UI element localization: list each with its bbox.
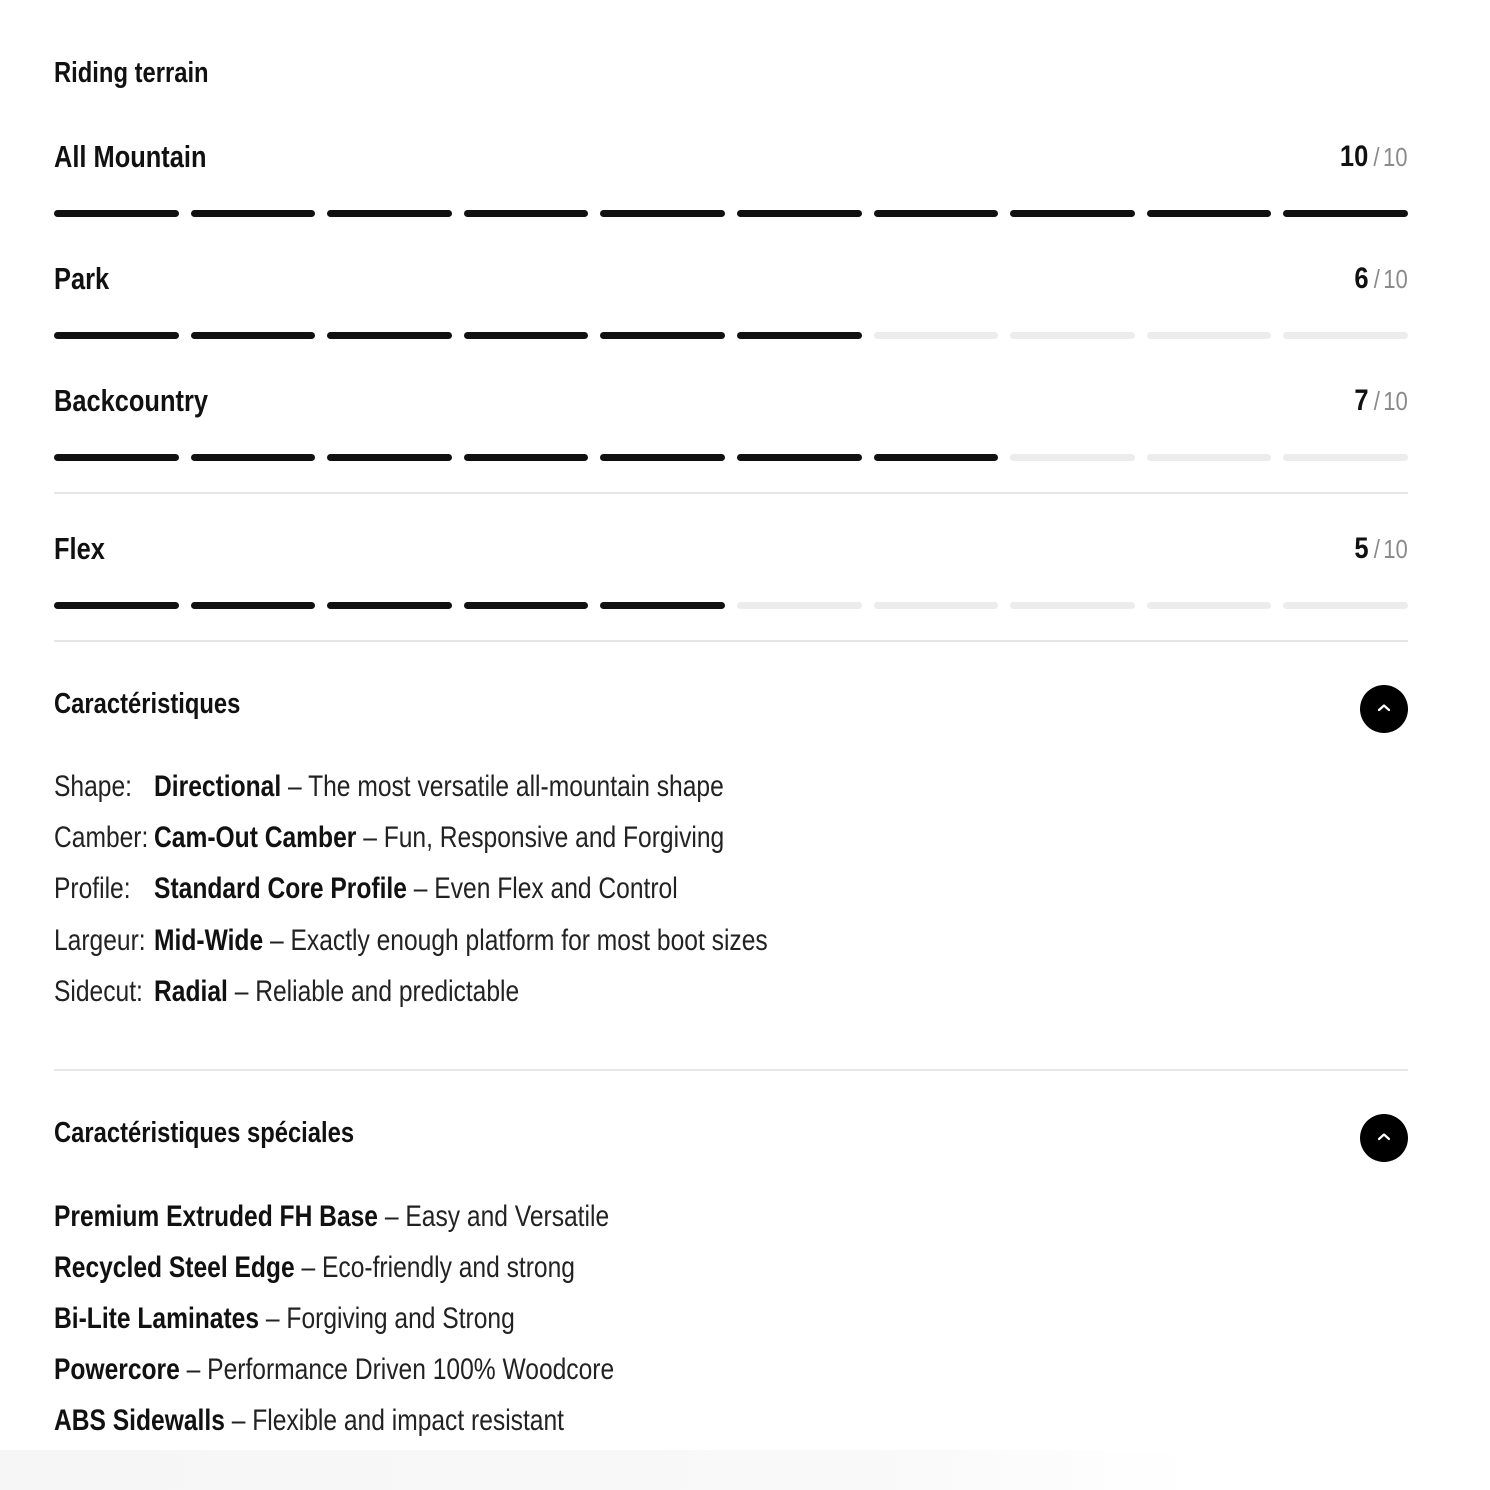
rating-segment-empty — [1147, 454, 1272, 461]
rating-segment-empty — [1283, 454, 1408, 461]
rating-segment-empty — [1010, 602, 1135, 609]
characteristic-description: Exactly enough platform for most boot sizes — [290, 924, 768, 957]
rating-segment-empty — [874, 332, 999, 339]
characteristic-name: Radial — [154, 975, 228, 1008]
special-feature-row — [54, 1253, 575, 1283]
feature-separator: – — [231, 1404, 246, 1437]
characteristic-key: Shape: — [54, 770, 132, 803]
riding-terrain-title: Riding terrain — [54, 57, 209, 89]
rating-segment-filled — [191, 210, 316, 217]
score-max: 10 — [1383, 534, 1408, 564]
rating-segment-filled — [464, 602, 589, 609]
rating-label-flex: Flex — [54, 531, 105, 566]
feature-description: Forgiving and Strong — [286, 1302, 515, 1335]
characteristic-description: Fun, Responsive and Forgiving — [383, 821, 725, 854]
score-max: 10 — [1383, 142, 1408, 172]
rating-segment-filled — [1147, 210, 1272, 217]
rating-label-all-mountain: All Mountain — [54, 139, 207, 174]
score-separator: / — [1373, 386, 1381, 416]
chevron-up-icon — [1376, 1129, 1392, 1147]
characteristic-row — [54, 926, 768, 956]
characteristic-description: Reliable and predictable — [255, 975, 520, 1008]
feature-name: Powercore — [54, 1353, 180, 1386]
special-feature-row — [54, 1304, 515, 1334]
rating-segment-empty — [737, 602, 862, 609]
rating-segment-filled — [464, 332, 589, 339]
rating-segment-filled — [464, 454, 589, 461]
characteristic-key: Sidecut: — [54, 975, 143, 1008]
characteristic-description: The most versatile all-mountain shape — [308, 770, 724, 803]
rating-score-park — [1355, 264, 1408, 294]
special-characteristics-collapse-button[interactable] — [1360, 1114, 1408, 1162]
score-separator: / — [1373, 142, 1381, 172]
characteristics-collapse-button[interactable] — [1360, 685, 1408, 733]
rating-segment-filled — [464, 210, 589, 217]
feature-name: Recycled Steel Edge — [54, 1251, 295, 1284]
rating-segment-empty — [1010, 332, 1135, 339]
feature-description: Easy and Versatile — [405, 1200, 610, 1233]
characteristic-name: Mid-Wide — [154, 924, 264, 957]
rating-bar-backcountry — [54, 454, 1408, 461]
characteristic-row — [54, 977, 519, 1007]
rating-score-flex — [1355, 534, 1408, 564]
characteristic-row — [54, 823, 724, 853]
rating-segment-filled — [874, 454, 999, 461]
characteristic-name: Directional — [154, 770, 282, 803]
chevron-up-icon — [1376, 700, 1392, 718]
characteristic-separator: – — [234, 975, 249, 1008]
rating-segment-filled — [737, 210, 862, 217]
rating-segment-filled — [54, 454, 179, 461]
rating-segment-filled — [54, 602, 179, 609]
rating-segment-empty — [1283, 602, 1408, 609]
feature-separator: – — [265, 1302, 280, 1335]
rating-segment-filled — [1010, 210, 1135, 217]
score-separator: / — [1373, 534, 1381, 564]
rating-segment-filled — [600, 210, 725, 217]
score-value: 5 — [1354, 532, 1369, 565]
feature-name: Premium Extruded FH Base — [54, 1200, 379, 1233]
score-max: 10 — [1383, 386, 1408, 416]
special-characteristics-title: Caractéristiques spéciales — [54, 1117, 355, 1149]
feature-separator: – — [186, 1353, 201, 1386]
rating-bar-flex — [54, 602, 1408, 609]
section-divider — [54, 492, 1408, 494]
rating-segment-filled — [191, 454, 316, 461]
score-value: 10 — [1340, 140, 1369, 173]
rating-bar-all-mountain — [54, 210, 1408, 217]
characteristic-key: Camber: — [54, 821, 149, 854]
section-divider — [54, 640, 1408, 642]
rating-segment-empty — [1283, 332, 1408, 339]
characteristic-row — [54, 874, 678, 904]
special-feature-row — [54, 1202, 609, 1232]
rating-score-all-mountain — [1340, 142, 1408, 172]
feature-description: Eco-friendly and strong — [322, 1251, 575, 1284]
rating-label-park: Park — [54, 261, 110, 296]
characteristic-row — [54, 772, 724, 802]
characteristic-name: Cam-Out Camber — [154, 821, 357, 854]
special-feature-row — [54, 1406, 564, 1436]
feature-description: Flexible and impact resistant — [252, 1404, 565, 1437]
rating-segment-empty — [1147, 602, 1272, 609]
feature-description: Performance Driven 100% Woodcore — [207, 1353, 615, 1386]
characteristic-name: Standard Core Profile — [154, 872, 407, 905]
rating-segment-filled — [54, 332, 179, 339]
special-feature-row — [54, 1355, 614, 1385]
characteristic-separator: – — [363, 821, 377, 854]
feature-name: ABS Sidewalls — [54, 1404, 225, 1437]
score-separator: / — [1373, 264, 1381, 294]
rating-segment-empty — [1147, 332, 1272, 339]
score-max: 10 — [1383, 264, 1408, 294]
feature-name: Bi-Lite Laminates — [54, 1302, 260, 1335]
rating-segment-filled — [191, 602, 316, 609]
section-divider — [54, 1069, 1408, 1071]
characteristics-title: Caractéristiques — [54, 688, 241, 720]
rating-segment-empty — [874, 602, 999, 609]
rating-segment-filled — [327, 210, 452, 217]
characteristic-separator: – — [413, 872, 428, 905]
rating-segment-filled — [600, 454, 725, 461]
rating-segment-filled — [874, 210, 999, 217]
rating-segment-filled — [600, 602, 725, 609]
score-value: 6 — [1354, 262, 1369, 295]
characteristic-key: Largeur: — [54, 924, 146, 957]
rating-segment-filled — [327, 332, 452, 339]
rating-segment-filled — [1283, 210, 1408, 217]
feature-separator: – — [301, 1251, 316, 1284]
characteristic-separator: – — [288, 770, 302, 803]
rating-segment-filled — [737, 332, 862, 339]
characteristic-description: Even Flex and Control — [434, 872, 678, 905]
rating-label-backcountry: Backcountry — [54, 383, 208, 418]
feature-separator: – — [384, 1200, 399, 1233]
rating-segment-filled — [54, 210, 179, 217]
rating-segment-filled — [191, 332, 316, 339]
characteristic-separator: – — [269, 924, 284, 957]
rating-score-backcountry — [1355, 386, 1408, 416]
rating-segment-filled — [327, 602, 452, 609]
characteristic-key: Profile: — [54, 872, 131, 905]
rating-segment-filled — [600, 332, 725, 339]
rating-bar-park — [54, 332, 1408, 339]
bottom-shadow — [0, 1450, 1490, 1490]
rating-segment-filled — [327, 454, 452, 461]
rating-segment-empty — [1010, 454, 1135, 461]
score-value: 7 — [1354, 384, 1369, 417]
rating-segment-filled — [737, 454, 862, 461]
